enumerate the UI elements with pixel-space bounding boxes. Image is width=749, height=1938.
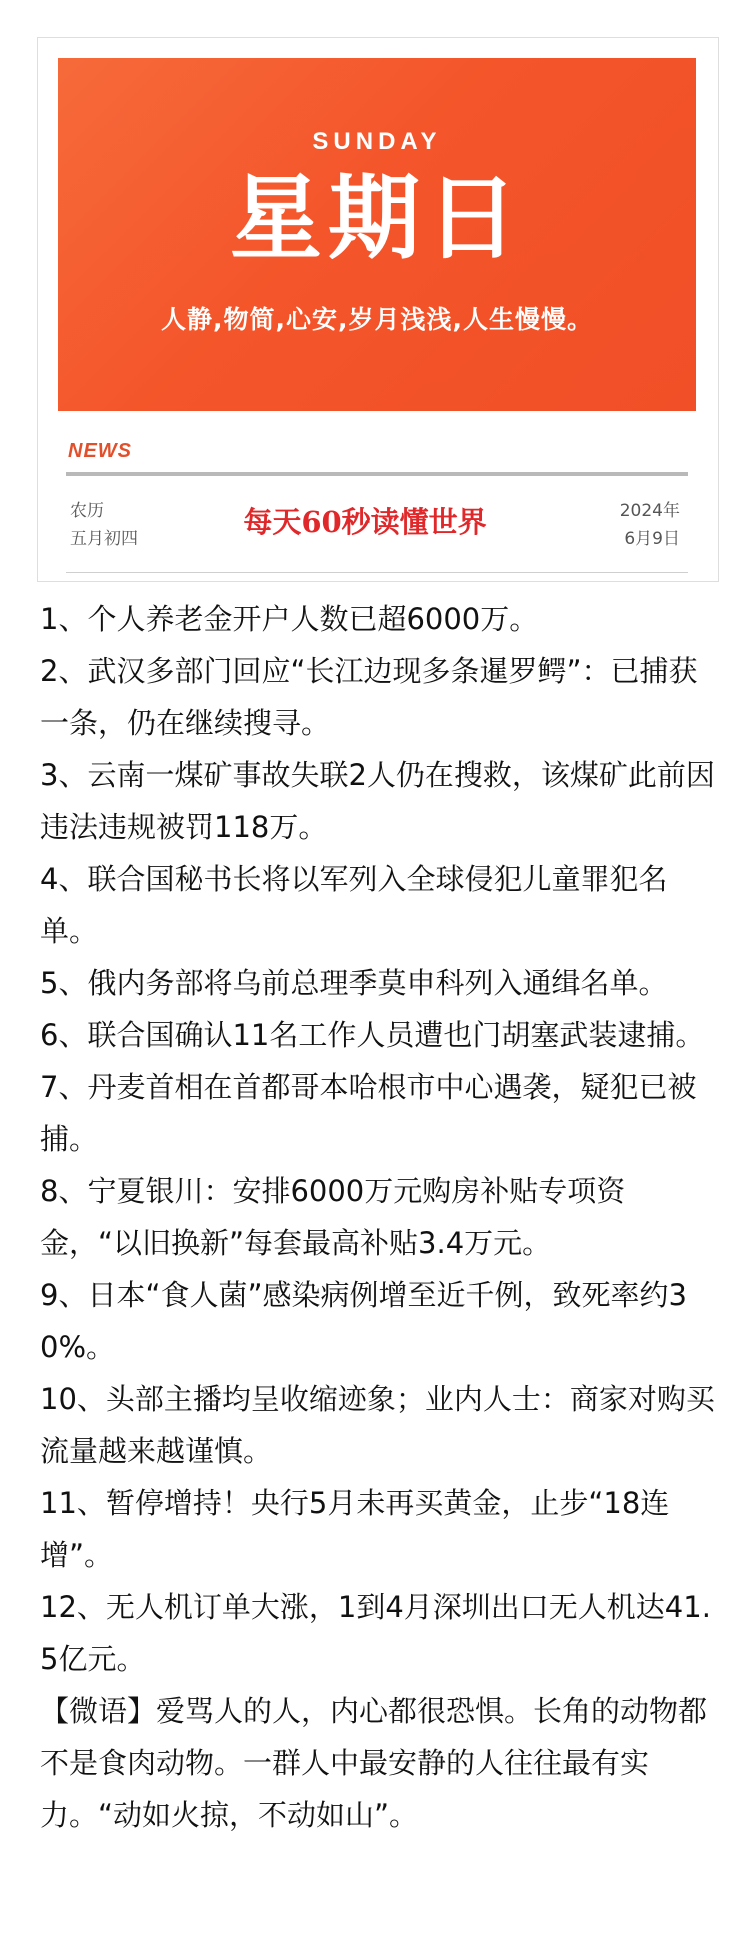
lunar-date-label: 农历 [70, 501, 104, 521]
news-item: 4、联合国秘书长将以军列入全球侵犯儿童罪犯名单。 [40, 862, 668, 948]
news-item: 3、云南一煤矿事故失联2人仍在搜救，该煤矿此前因违法违规被罚118万。 [40, 758, 715, 844]
news-item: 5、俄内务部将乌前总理季莫申科列入通缉名单。 [40, 966, 668, 1000]
news-item: 2、武汉多部门回应“长江边现多条暹罗鳄”：已捕获一条，仍在继续搜寻。 [40, 654, 698, 740]
banner-english-title: SUNDAY [312, 128, 442, 155]
news-list [40, 593, 720, 1841]
banner-slogan: 人静,物简,心安,岁月浅浅,人生慢慢。 [161, 305, 593, 334]
header-divider-thin [66, 572, 688, 573]
sunday-banner [58, 58, 696, 411]
quote-item: 【微语】爱骂人的人，内心都很恐惧。长角的动物都不是食肉动物。一群人中最安静的人往往最有实力。“动如火掠，不动如山”。 [40, 1694, 708, 1832]
gregorian-date-year: 2024年 [619, 501, 680, 521]
page-title: 每天60秒读懂世界 [243, 505, 487, 539]
news-label: NEWS [68, 440, 132, 462]
gregorian-date-day: 6月9日 [624, 529, 680, 549]
news-item: 1、个人养老金开户人数已超6000万。 [40, 602, 539, 636]
lunar-date-value: 五月初四 [70, 529, 138, 549]
gregorian-date [620, 497, 680, 553]
news-item: 11、暂停增持！央行5月未再买黄金，止步“18连增”。 [40, 1486, 670, 1572]
news-item: 12、无人机订单大涨，1到4月深圳出口无人机达41.5亿元。 [40, 1590, 711, 1676]
lunar-date [70, 497, 138, 553]
news-item: 9、日本“食人菌”感染病例增至近千例，致死率约30%。 [40, 1278, 687, 1364]
banner-chinese-title: 星期日 [229, 164, 524, 272]
news-item: 10、头部主播均呈收缩迹象；业内人士：商家对购买流量越来越谨慎。 [40, 1382, 715, 1468]
header-divider-thick [66, 472, 688, 476]
news-item: 7、丹麦首相在首都哥本哈根市中心遇袭，疑犯已被捕。 [40, 1070, 697, 1156]
news-item: 6、联合国确认11名工作人员遭也门胡塞武装逮捕。 [40, 1018, 705, 1052]
news-item: 8、宁夏银川：安排6000万元购房补贴专项资金，“以旧换新”每套最高补贴3.4万元。 [40, 1174, 626, 1260]
